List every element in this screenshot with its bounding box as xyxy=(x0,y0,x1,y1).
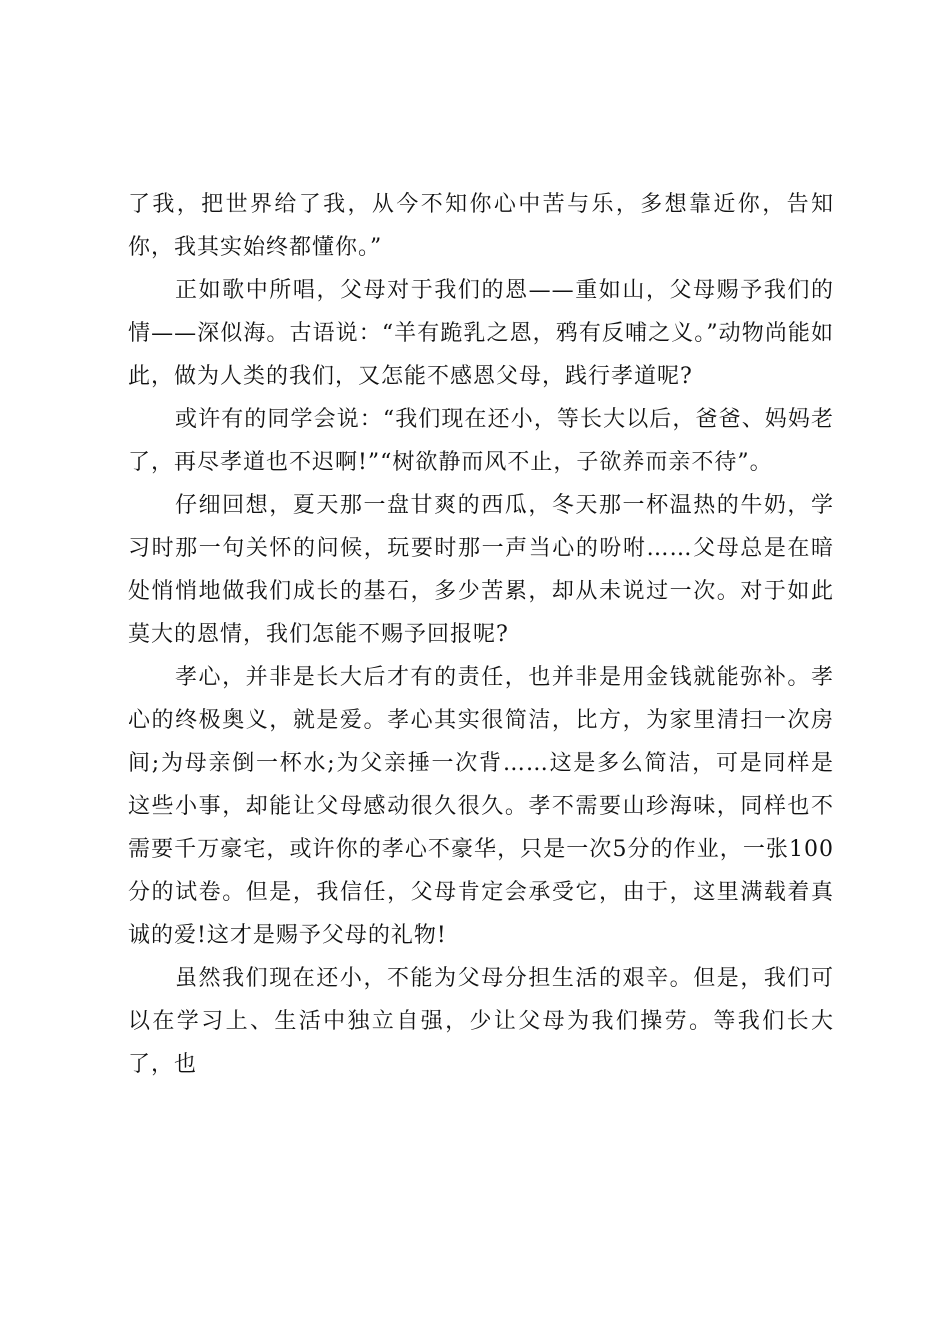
paragraph-3: 或许有的同学会说：“我们现在还小，等长大以后，爸爸、妈妈老了，再尽孝道也不迟啊!”“树欲静而风不止，子欲养而亲不待”。 xyxy=(128,407,834,475)
paragraph-4: 仔细回想，夏天那一盘甘爽的西瓜，冬天那一杯温热的牛奶，学习时那一句关怀的问候，玩要时那一声当心的吩咐……父母总是在暗处悄悄地做我们成长的基石，多少苦累，却从未说过一次。对于如此莫大的恩情，我们怎能不赐予回报呢? xyxy=(128,493,834,647)
paragraph-6: 虽然我们现在还小，不能为父母分担生活的艰辛。但是，我们可以在学习上、生活中独立自强，少让父母为我们操劳。等我们长大了，也 xyxy=(128,966,834,1077)
paragraph-2: 正如歌中所唱，父母对于我们的恩——重如山，父母赐予我们的情——深似海。古语说：“羊有跪乳之恩，鸦有反哺之义。”动物尚能如此，做为人类的我们，又怎能不感恩父母，践行孝道呢? xyxy=(128,278,834,389)
paragraph-5: 孝心，并非是长大后才有的责任，也并非是用金钱就能弥补。孝心的终极奥义，就是爱。孝心其实很简洁，比方，为家里清扫一次房间;为母亲倒一杯水;为父亲捶一次背……这是多么简洁，可是同样是这些小事，却能让父母感动很久很久。孝不需要山珍海味，同样也不需要千万豪宅，或许你的孝心不豪华，只是一次5分的作业，一张100分的试卷。但是，我信任，父母肯定会承受它，由于，这里满载着真诚的爱!这才是赐予父母的礼物! xyxy=(128,665,834,948)
paragraph-1: 了我，把世界给了我，从今不知你心中苦与乐，多想靠近你，告知你，我其实始终都懂你。” xyxy=(128,192,834,260)
document-body xyxy=(128,183,834,1086)
